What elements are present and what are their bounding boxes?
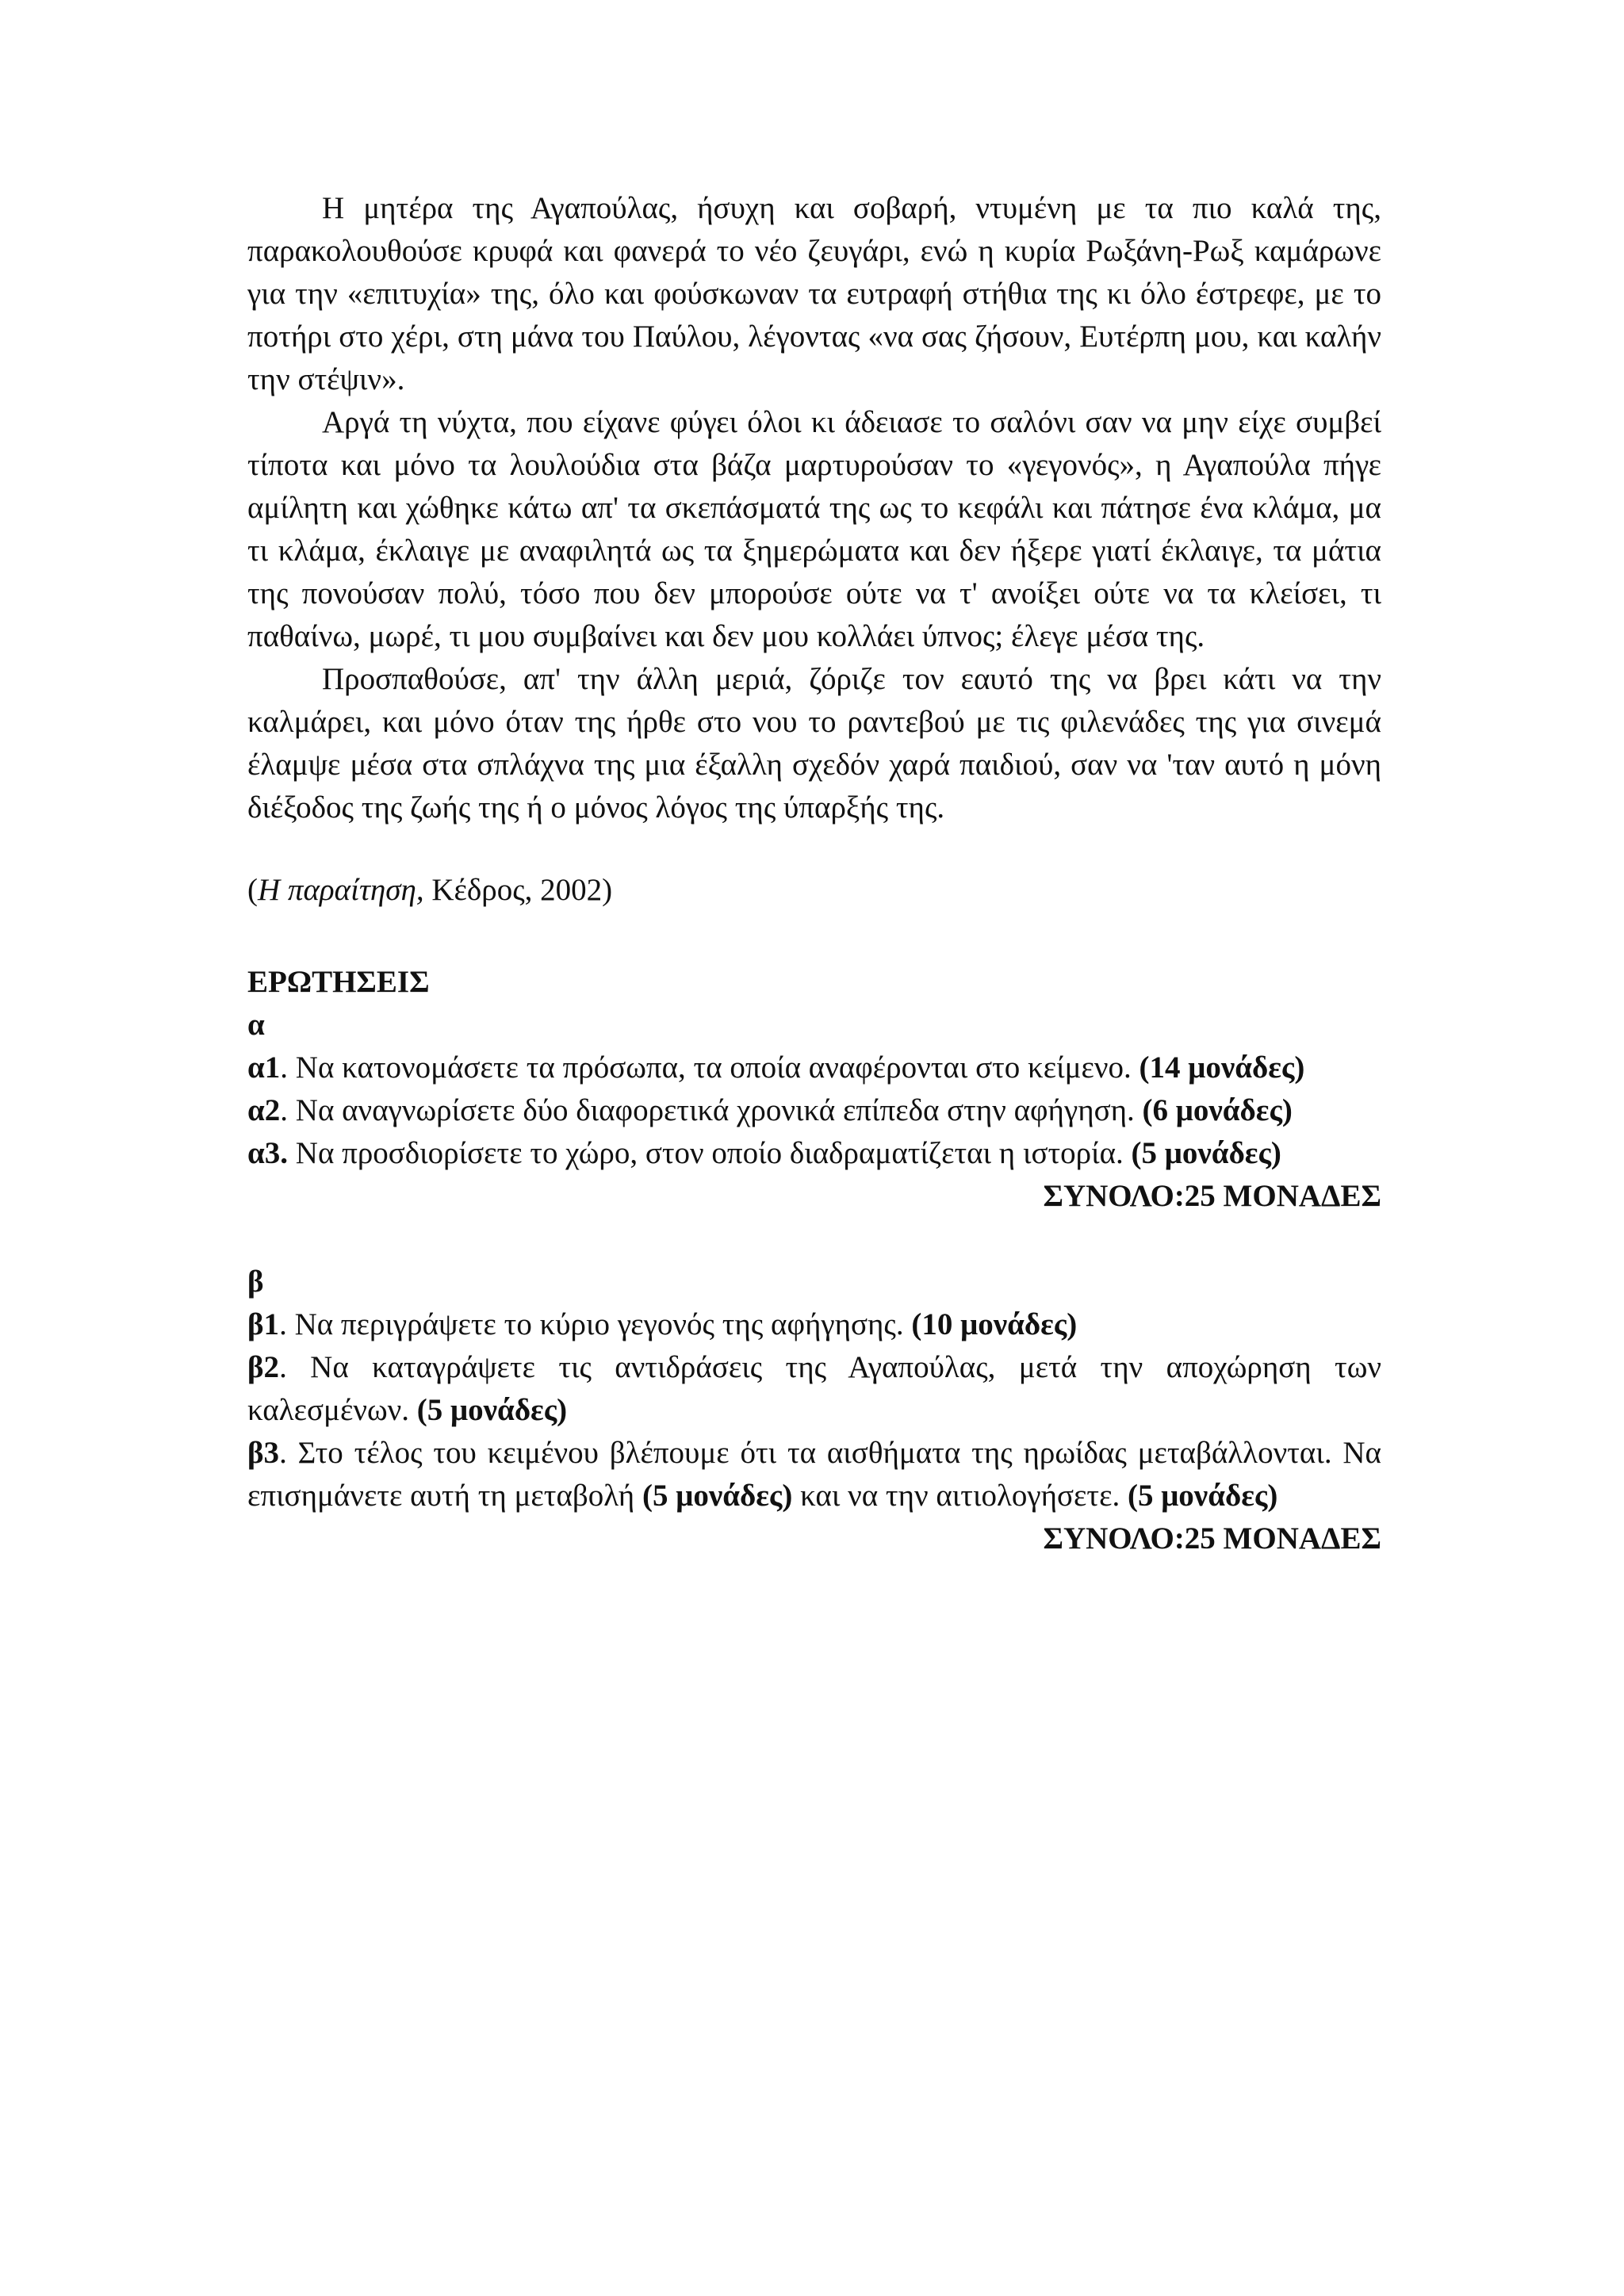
question-b3 (247, 1432, 1381, 1517)
question-b3-points-2: (5 μονάδες) (1127, 1479, 1278, 1513)
question-a2-points: (6 μονάδες) (1142, 1093, 1293, 1127)
question-b1 (247, 1303, 1381, 1346)
question-a2-text: . Να αναγνωρίσετε δύο διαφορετικά χρονικά επίπεδα στην αφήγηση. (280, 1093, 1143, 1127)
source-publisher-year: Κέδρος, 2002) (423, 873, 613, 907)
question-a3-text: Να προσδιορίσετε το χώρο, στον οποίο διαδραματίζεται η ιστορία. (288, 1136, 1132, 1170)
section-spacer (247, 1218, 1381, 1261)
question-a3-label: α3. (247, 1136, 289, 1170)
questions-heading: ΕΡΩΤΗΣΕΙΣ (247, 965, 430, 999)
question-b3-points-1: (5 μονάδες) (642, 1479, 793, 1513)
question-b2 (247, 1346, 1381, 1432)
question-a3 (247, 1132, 1381, 1175)
question-a1-points: (14 μονάδες) (1139, 1050, 1305, 1085)
question-b1-points: (10 μονάδες) (911, 1307, 1078, 1341)
question-b3-text-1: . Στο τέλος του κειμένου βλέπουμε ότι τα αισθήματα της ηρωίδας μεταβάλλονται. Να επισημάνετε αυτή τη μεταβολή (247, 1436, 1381, 1513)
section-a-total: ΣΥΝΟΛΟ:25 ΜΟΝΑΔΕΣ (1043, 1179, 1381, 1213)
question-a1-label: α1 (247, 1050, 281, 1085)
question-b3-label: β3 (247, 1436, 280, 1470)
source-citation (247, 869, 1381, 912)
source-title: Η παραίτηση, (258, 873, 424, 907)
body-paragraph-3: Προσπαθούσε, απ' την άλλη μεριά, ζόριζε τον εαυτό της να βρει κάτι να την καλμάρει, και μόνο όταν της ήρθε στο νου το ραντεβού με τις φιλενάδες της για σινεμά έλαμψε μέσα στα σπλάχνα της μια έξαλλη σχεδόν χαρά παιδιού, σαν να 'ταν αυτό η μόνη διέξοδος της ζωής της ή ο μόνος λόγος της ύπαρξής της. (247, 662, 1381, 825)
question-b2-text: . Να καταγράψετε τις αντιδράσεις της Αγαπούλας, μετά την αποχώρηση των καλεσμένων. (247, 1350, 1381, 1427)
question-a2 (247, 1089, 1381, 1132)
question-b1-label: β1 (247, 1307, 280, 1341)
section-b-total: ΣΥΝΟΛΟ:25 ΜΟΝΑΔΕΣ (1043, 1521, 1381, 1556)
source-open-paren: ( (247, 873, 258, 907)
question-a1-text: . Να κατονομάσετε τα πρόσωπα, τα οποία αναφέρονται στο κείμενο. (280, 1050, 1139, 1085)
section-b-letter: β (247, 1265, 264, 1299)
question-b2-points: (5 μονάδες) (416, 1393, 568, 1427)
question-a1 (247, 1047, 1381, 1089)
body-paragraph-1: Η μητέρα της Αγαπούλας, ήσυχη και σοβαρή, ντυμένη με τα πιο καλά της, παρακολουθούσε κρυφά και φανερά το νέο ζευγάρι, ενώ η κυρία Ρωξάνη-Ρωξ καμάρωνε για την «επιτυχία» της, όλο και φούσκωναν τα ευτραφή στήθια της κι όλο έστρεφε, με το ποτήρι στο χέρι, στη μάνα του Παύλου, λέγοντας «να σας ζήσουν, Ευτέρπη μου, και καλήν την στέψιν». (247, 191, 1381, 396)
question-b1-text: . Να περιγράψετε το κύριο γεγονός της αφήγησης. (279, 1307, 912, 1341)
section-a-letter: α (247, 1008, 265, 1042)
question-b3-text-2: και να την αιτιολογήσετε. (792, 1479, 1128, 1513)
body-paragraph-2: Αργά τη νύχτα, που είχανε φύγει όλοι κι άδειασε το σαλόνι σαν να μην είχε συμβεί τίποτα και μόνο τα λουλούδια στα βάζα μαρτυρούσαν το «γεγονός», η Αγαπούλα πήγε αμίλητη και χώθηκε κάτω απ' τα σκεπάσματά της ως το κεφάλι και πάτησε ένα κλάμα, μα τι κλάμα, έκλαιγε με αναφιλητά ως τα ξημερώματα και δεν ήξερε γιατί έκλαιγε, τα μάτια της πονούσαν πολύ, τόσο που δεν μπορούσε ούτε να τ' ανοίξει ούτε να τα κλείσει, τι παθαίνω, μωρέ, τι μου συμβαίνει και δεν μου κολλάει ύπνος; έλεγε μέσα της. (247, 405, 1381, 653)
question-a2-label: α2 (247, 1093, 281, 1127)
question-a3-points: (5 μονάδες) (1131, 1136, 1281, 1170)
question-b2-label: β2 (247, 1350, 280, 1384)
